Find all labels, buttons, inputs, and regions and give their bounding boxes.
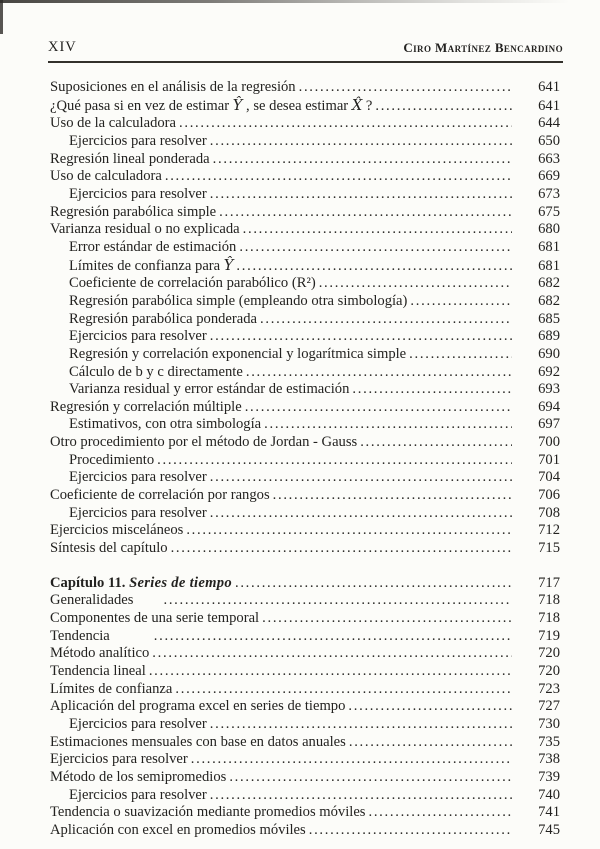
toc-page-number: 739 bbox=[538, 768, 560, 785]
toc-row bbox=[50, 716, 560, 734]
dot-leader bbox=[262, 610, 512, 628]
toc-page-number: 694 bbox=[538, 398, 560, 415]
toc-entry-title bbox=[69, 186, 207, 204]
toc-title-run: X̂ bbox=[351, 96, 363, 114]
dot-leader bbox=[309, 822, 512, 840]
toc-entry-title bbox=[50, 592, 133, 610]
toc-entry-title bbox=[69, 469, 207, 487]
toc-row bbox=[50, 416, 560, 434]
toc-entry-title bbox=[50, 698, 345, 716]
dot-leader bbox=[235, 575, 512, 593]
toc-row bbox=[50, 434, 560, 452]
toc-entry-title bbox=[69, 364, 243, 382]
toc-page-number: 681 bbox=[538, 238, 560, 255]
toc-entry-title bbox=[50, 734, 346, 752]
toc-page-number: 745 bbox=[538, 821, 560, 838]
toc-page-number: 718 bbox=[538, 610, 560, 627]
toc-page-number: 669 bbox=[538, 168, 560, 185]
toc-title-run: Varianza residual o no explicada bbox=[50, 221, 240, 238]
toc-entry-title bbox=[50, 151, 210, 169]
dot-leader bbox=[165, 168, 512, 186]
toc-row bbox=[50, 97, 560, 116]
dot-leader bbox=[210, 469, 512, 487]
page-header bbox=[48, 39, 563, 63]
toc-row bbox=[50, 698, 560, 716]
dot-leader bbox=[360, 434, 512, 452]
toc-title-run: Regresión y correlación múltiple bbox=[50, 398, 242, 415]
toc-title-run: Cálculo de b y c directamente bbox=[69, 363, 243, 380]
toc-page-number: 720 bbox=[538, 663, 560, 679]
dot-leader bbox=[245, 399, 512, 417]
scan-artifact-left-edge bbox=[0, 0, 3, 34]
toc-page-number: 719 bbox=[538, 627, 560, 644]
toc-title-run: Varianza residual y error estándar de estimación bbox=[69, 381, 350, 398]
toc-title-run: Ejercicios para resolver bbox=[69, 715, 207, 732]
toc-row bbox=[50, 540, 560, 558]
dot-leader bbox=[210, 133, 512, 151]
toc-title-run: Límites de confianza para bbox=[69, 257, 224, 274]
dot-leader bbox=[243, 221, 512, 239]
dot-leader bbox=[410, 293, 512, 311]
toc-title-run: Tendencia bbox=[50, 627, 110, 644]
toc-row bbox=[50, 734, 560, 752]
toc-entry-title bbox=[50, 204, 216, 222]
toc-title-run: Regresión lineal ponderada bbox=[50, 150, 210, 167]
toc-row bbox=[50, 79, 560, 97]
toc-title-run: Regresión parabólica simple (empleando otra simbología) bbox=[69, 292, 408, 309]
toc-row bbox=[50, 505, 560, 523]
toc-entry-title bbox=[69, 346, 406, 364]
toc-page-number: 715 bbox=[538, 540, 560, 557]
toc-title-run: Regresión parabólica simple bbox=[50, 203, 217, 220]
toc-entry-title bbox=[50, 681, 172, 699]
toc-page-number: 730 bbox=[538, 715, 560, 732]
toc-row bbox=[50, 452, 560, 470]
toc-title-run: Ejercicios para resolver bbox=[69, 504, 207, 521]
toc-entry-title bbox=[50, 115, 176, 133]
toc-entry-title bbox=[69, 452, 154, 470]
toc-entry-title bbox=[50, 804, 365, 822]
toc-title-run: Método analítico bbox=[50, 645, 150, 662]
toc-page-number: 693 bbox=[538, 381, 560, 398]
dot-leader bbox=[149, 663, 512, 681]
toc-row bbox=[50, 204, 560, 222]
toc-page-number: 720 bbox=[538, 645, 560, 662]
toc-page-number: 708 bbox=[538, 504, 560, 521]
toc-title-run: Series de tiempo bbox=[129, 574, 232, 591]
toc-row bbox=[50, 663, 560, 681]
toc-page-number: 735 bbox=[538, 733, 560, 750]
toc-title-run: ? bbox=[362, 97, 373, 114]
toc-page-number: 700 bbox=[538, 434, 560, 451]
toc-entry-title bbox=[50, 575, 232, 593]
toc-title-run: Ejercicios para resolver bbox=[69, 132, 207, 149]
toc-row bbox=[50, 822, 560, 840]
dot-leader bbox=[239, 239, 512, 257]
toc-title-run: Ejercicios para resolver bbox=[69, 786, 207, 803]
dot-leader bbox=[210, 716, 512, 734]
toc-page-number: 697 bbox=[538, 416, 560, 433]
toc-row bbox=[50, 645, 560, 663]
toc-page-number: 701 bbox=[538, 451, 560, 468]
toc-entry-title bbox=[69, 275, 316, 293]
toc-title-run: Método de los semipromedios bbox=[50, 768, 227, 785]
toc-page-number: 718 bbox=[538, 592, 560, 609]
dot-leader bbox=[229, 769, 512, 787]
dot-leader bbox=[375, 98, 512, 116]
toc-page-number: 704 bbox=[538, 469, 560, 486]
toc-entry-title bbox=[50, 751, 188, 769]
toc-title-run: Suposiciones en el análisis de la regresión bbox=[50, 79, 296, 95]
toc-page-number: 663 bbox=[538, 150, 560, 167]
toc-title-run: Tendencia lineal bbox=[50, 663, 146, 679]
toc-page-number: 673 bbox=[538, 185, 560, 202]
toc-page-number: 641 bbox=[538, 97, 560, 114]
toc-row bbox=[50, 168, 560, 186]
toc-page-number: 681 bbox=[538, 257, 560, 274]
dot-leader bbox=[152, 645, 512, 663]
toc-row bbox=[50, 751, 560, 769]
toc-title-run: Ŷ bbox=[232, 96, 243, 114]
toc-row bbox=[50, 787, 560, 805]
toc-title-run: Regresión parabólica ponderada bbox=[69, 310, 258, 327]
dot-leader bbox=[213, 151, 512, 169]
toc-title-run: ¿Qué pasa si en vez de estimar bbox=[50, 97, 233, 114]
toc-title-run: , se desea estimar bbox=[242, 97, 352, 114]
toc-title-run: Ejercicios para resolver bbox=[50, 751, 188, 768]
toc-row bbox=[50, 257, 560, 276]
toc-row bbox=[50, 681, 560, 699]
dot-leader bbox=[236, 258, 512, 276]
toc-entry-title bbox=[50, 822, 306, 840]
dot-leader bbox=[264, 416, 512, 434]
toc-title-run: Estimativos, con otra simbología bbox=[69, 416, 262, 433]
toc-entry-title bbox=[69, 505, 207, 523]
toc-page-number: 650 bbox=[538, 132, 560, 149]
toc-title-run: Ejercicios misceláneos bbox=[50, 522, 184, 539]
toc-page-number: 680 bbox=[538, 221, 560, 238]
toc-entry-title bbox=[50, 399, 242, 417]
toc-chapter-row bbox=[50, 575, 560, 593]
toc-entry-title bbox=[50, 221, 240, 239]
toc-title-run: Ejercicios para resolver bbox=[69, 185, 207, 202]
toc-row bbox=[50, 381, 560, 399]
toc-title-run: Síntesis del capítulo bbox=[50, 540, 168, 557]
toc-row bbox=[50, 469, 560, 487]
toc-page-number: 727 bbox=[538, 698, 560, 715]
dot-leader bbox=[409, 346, 512, 364]
scan-artifact-top-edge bbox=[0, 0, 600, 3]
toc-title-run: Procedimiento bbox=[69, 451, 155, 468]
toc-row bbox=[50, 133, 560, 151]
toc-entry-title bbox=[69, 716, 207, 734]
toc-title-run: Aplicación con excel en promedios móviles bbox=[50, 821, 306, 838]
toc-page-number: 682 bbox=[538, 275, 560, 292]
toc-row bbox=[50, 522, 560, 540]
dot-leader bbox=[175, 681, 512, 699]
dot-leader bbox=[210, 787, 512, 805]
dot-leader bbox=[352, 381, 512, 399]
toc-row bbox=[50, 293, 560, 311]
toc-entry-title bbox=[69, 293, 407, 311]
toc-page-number: 675 bbox=[538, 203, 560, 220]
toc-entry-title bbox=[69, 257, 233, 276]
toc-title-run: Ŷ bbox=[223, 256, 234, 274]
toc-row bbox=[50, 610, 560, 628]
toc-row bbox=[50, 804, 560, 822]
toc-title-run: Capítulo 11. bbox=[50, 574, 130, 591]
toc-entry-title bbox=[50, 663, 146, 681]
toc-entry-title bbox=[50, 168, 162, 186]
toc-entry-title bbox=[50, 769, 226, 787]
dot-leader bbox=[186, 522, 512, 540]
page-folio: XIV bbox=[48, 39, 77, 55]
dot-leader bbox=[157, 452, 512, 470]
dot-leader bbox=[154, 628, 512, 646]
running-head-author: Ciro Martínez Bencardino bbox=[403, 40, 563, 55]
toc-entry-title bbox=[50, 434, 357, 452]
toc-list bbox=[50, 79, 560, 840]
dot-leader bbox=[191, 751, 512, 769]
toc-title-run: Aplicación del programa excel en series de tiempo bbox=[50, 698, 346, 715]
toc-title-run: Estimaciones mensuales con base en datos anuales bbox=[50, 733, 346, 750]
dot-leader bbox=[260, 311, 512, 329]
toc-entry-title bbox=[50, 610, 259, 628]
toc-title-run: Uso de la calculadora bbox=[50, 115, 177, 132]
toc-row bbox=[50, 239, 560, 257]
dot-leader bbox=[219, 204, 512, 222]
toc-row bbox=[50, 487, 560, 505]
toc-row bbox=[50, 186, 560, 204]
toc-page-number: 690 bbox=[538, 345, 560, 362]
toc-title-run: Coeficiente de correlación parabólico (R²) bbox=[69, 275, 316, 292]
dot-leader bbox=[273, 487, 512, 505]
toc-entry-title bbox=[69, 787, 207, 805]
toc-entry-title bbox=[50, 97, 372, 116]
toc-entry-title bbox=[69, 328, 207, 346]
toc-title-run: Uso de calculadora bbox=[50, 168, 162, 185]
toc-row bbox=[50, 221, 560, 239]
toc-row bbox=[50, 275, 560, 293]
toc-row bbox=[50, 628, 560, 646]
dot-leader bbox=[368, 804, 512, 822]
toc-row bbox=[50, 311, 560, 329]
toc-title-run: Otro procedimiento por el método de Jordan - Gauss bbox=[50, 434, 358, 451]
toc-row bbox=[50, 115, 560, 133]
dot-leader bbox=[349, 734, 512, 752]
toc-page-number: 692 bbox=[538, 363, 560, 380]
toc-row bbox=[50, 769, 560, 787]
dot-leader bbox=[171, 540, 512, 558]
toc-entry-title bbox=[69, 133, 207, 151]
toc-title-run: Error estándar de estimación bbox=[69, 238, 237, 255]
toc-page-number: 689 bbox=[538, 328, 560, 345]
toc-title-run: Tendencia o suavización mediante promedios móviles bbox=[50, 804, 366, 821]
toc-row bbox=[50, 364, 560, 382]
toc-page-number: 682 bbox=[538, 292, 560, 309]
toc-row bbox=[50, 328, 560, 346]
toc-entry-title bbox=[50, 645, 149, 663]
toc-entry-title bbox=[50, 540, 168, 558]
toc-page-number: 740 bbox=[538, 786, 560, 803]
toc-entry-title bbox=[50, 522, 183, 540]
toc-entry-title bbox=[50, 79, 296, 97]
toc-page-number: 706 bbox=[538, 487, 560, 504]
dot-leader bbox=[299, 79, 512, 97]
dot-leader bbox=[210, 186, 512, 204]
toc-page-number: 712 bbox=[538, 522, 560, 539]
dot-leader bbox=[210, 505, 512, 523]
toc-page-number: 641 bbox=[538, 79, 560, 95]
dot-leader bbox=[179, 115, 512, 133]
toc-row bbox=[50, 399, 560, 417]
toc-title-run: Ejercicios para resolver bbox=[69, 328, 207, 345]
toc-page-number: 685 bbox=[538, 310, 560, 327]
toc-title-run: Componentes de una serie temporal bbox=[50, 610, 260, 627]
toc-row bbox=[50, 592, 560, 610]
toc-page-number: 741 bbox=[538, 804, 560, 821]
toc-entry-title bbox=[50, 487, 270, 505]
toc-entry-title bbox=[69, 416, 261, 434]
toc-title-run: Límites de confianza bbox=[50, 680, 173, 697]
toc-entry-title bbox=[69, 381, 349, 399]
toc-title-run: Regresión y correlación exponencial y logarítmica simple bbox=[69, 345, 407, 362]
dot-leader bbox=[348, 698, 512, 716]
toc-title-run: Coeficiente de correlación por rangos bbox=[50, 487, 270, 504]
toc-title-run: Ejercicios para resolver bbox=[69, 469, 207, 486]
dot-leader bbox=[246, 364, 512, 382]
dot-leader bbox=[210, 328, 512, 346]
toc-row bbox=[50, 151, 560, 169]
toc-entry-title bbox=[69, 311, 257, 329]
toc-page-number: 738 bbox=[538, 751, 560, 768]
toc-page-number: 644 bbox=[538, 115, 560, 132]
toc-page-number: 723 bbox=[538, 680, 560, 697]
toc-entry-title bbox=[50, 628, 110, 646]
dot-leader bbox=[163, 592, 512, 610]
toc-page-number: 717 bbox=[538, 574, 560, 591]
toc-title-run: Generalidades bbox=[50, 592, 134, 609]
toc-row bbox=[50, 346, 560, 364]
toc-entry-title bbox=[69, 239, 236, 257]
dot-leader bbox=[319, 275, 512, 293]
